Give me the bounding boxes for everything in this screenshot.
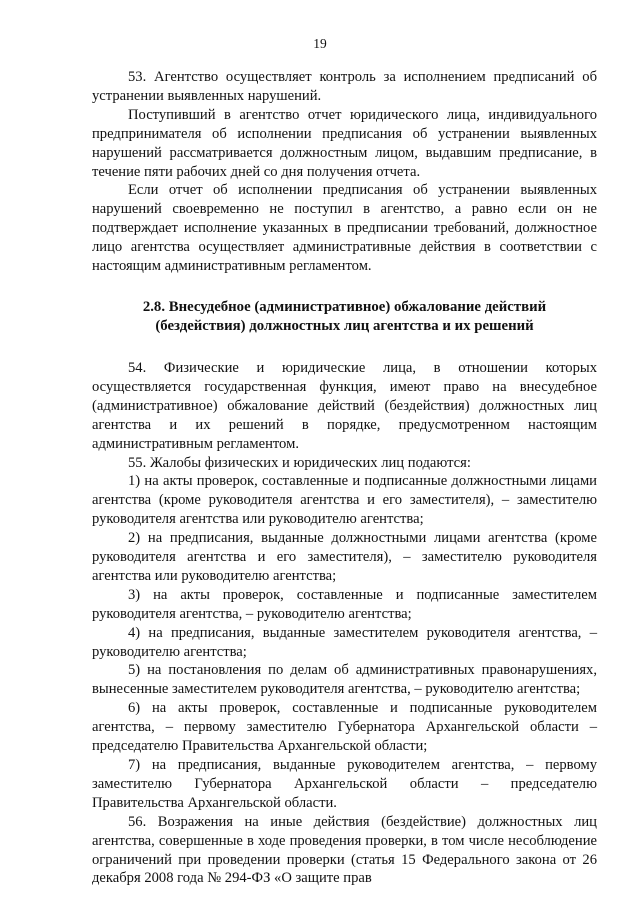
section-heading-line-2: (бездействия) должностных лиц агентства и их решений [155,318,534,335]
list-item-1: 1) на акты проверок, составленные и подписанные должностными лицами агентства (кроме руководителя агентства и его заместителя), – заместителю руководителя агентства или руководителю агентства; [92,473,597,528]
paragraph-53: 53. Агентство осуществляет контроль за исполнением предписаний об устранении выявленных нарушений. [92,69,597,104]
section-heading-2-8 [92,298,597,337]
list-item-2: 2) на предписания, выданные должностными лицами агентства (кроме руководителя агентства и его заместителя), – заместителю руководителя агентства или руководителю агентства; [92,530,597,584]
paragraph-56: 56. Возражения на иные действия (бездействие) должностных лиц агентства, совершенные в ходе проведения проверки, в том числе несоблюдение ограничений при проведении проверки (статья 15 Федерального закона от 26 декабря 2008 года № 294-ФЗ «О защите прав [92,813,597,887]
list-item-7: 7) на предписания, выданные руководителем агентства, – первому заместителю Губернатора Архангельской области – председателю Правительства Архангельской области. [92,757,597,811]
paragraph-report-review: Поступивший в агентство отчет юридического лица, индивидуального предпринимателя об исполнении предписания об устранении выявленных нарушений рассматривается должностным лицом, выдавшим предписание, в течение пяти рабочих дней со дня получения отчета. [92,106,597,180]
document-body [92,68,597,888]
paragraph-54: 54. Физические и юридические лица, в отношении которых осуществляется государственная функция, имеют право на внесудебное (административное) обжалование действий (бездействия) должностных лиц агентства и их решений в порядке, предусмотренном настоящим административным регламентом. [92,359,597,452]
list-item-4: 4) на предписания, выданные заместителем руководителя агентства, – руководителю агентства; [92,624,597,660]
list-item-5: 5) на постановления по делам об административных правонарушениях, вынесенные заместителем руководителя агентства, – руководителю агентства; [92,662,597,698]
list-item-3: 3) на акты проверок, составленные и подписанные заместителем руководителя агентства, – руководителю агентства; [92,586,597,622]
page-number: 19 [313,36,327,51]
list-item-6: 6) на акты проверок, составленные и подписанные руководителем агентства, – первому заместителю Губернатора Архангельской области – председателю Правительства Архангельской области; [92,700,597,755]
paragraph-55: 55. Жалобы физических и юридических лиц подаются: [128,454,471,471]
section-heading-line-1: 2.8. Внесудебное (административное) обжалование действий [142,298,547,315]
paragraph-report-missing: Если отчет об исполнении предписания об устранении выявленных нарушений своевременно не поступил в агентство, а равно если он не подтверждает исполнение указанных в предписании требований, должностное лицо агентства осуществляет административные действия в соответствии с настоящим административным регламентом. [92,182,597,275]
